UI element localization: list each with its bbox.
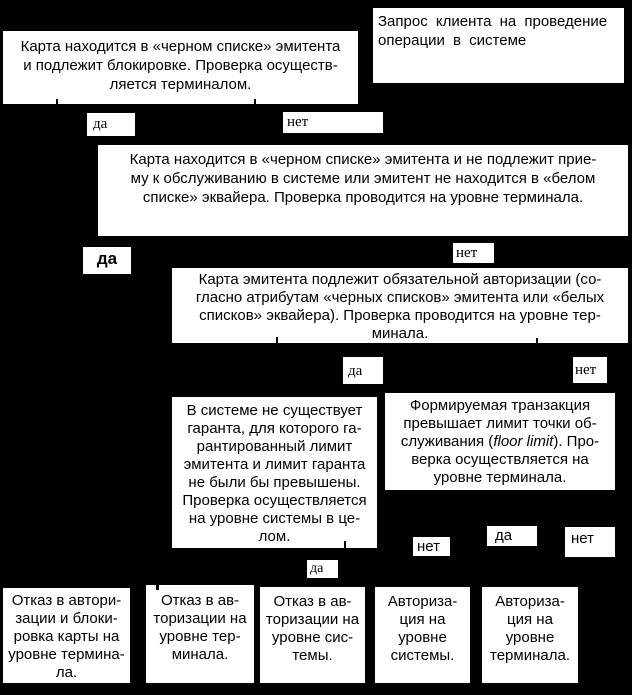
box-guarantor-limit: В системе не существует гаранта, для которого га- рантированный лимит эмитента и лимит гаранта не были бы превышены. Проверка осуществляется на уровне системы в це- лом. xyxy=(172,397,377,548)
box-card-blacklist-service: Карта находится в «черном списке» эмитента и не подлежит прие- му к обслуживанию в системе или эмитент не находится в «белом списке» эквайера. Проверка проводится на уровне терминала. xyxy=(98,145,628,236)
box-mandatory-authorization: Карта эмитента подлежит обязательной авторизации (со- гласно атрибутам «черных списков» эмитента или «белых списков» эквайера). Проверка проводится на уровне тер- минала. xyxy=(172,268,628,343)
box-floor-limit: Формируемая транзакция превышает лимит точки об- служивания (floor limit). Про- верка осуществляется на уровне терминала. xyxy=(385,393,615,490)
box-outcome-authorize-system: Авториза- ция на уровне системы. xyxy=(375,587,470,683)
label-no-blacklist-service: нет xyxy=(453,243,494,263)
label-no-mandatory-auth: нет xyxy=(573,357,607,383)
label-yes-mandatory-auth: да xyxy=(343,357,383,384)
connector-tick xyxy=(344,541,346,549)
box-card-blacklist-block: Карта находится в «черном списке» эмитента и подлежит блокировке. Проверка осуществ- ляется терминалом. xyxy=(3,31,358,104)
label-no-terminal-block: нет xyxy=(283,112,383,133)
box-outcome-decline-terminal: Отказ в ав- торизации на уровне тер- минала. xyxy=(146,585,254,683)
connector-tick xyxy=(254,99,256,107)
label-yes-guarantor: да xyxy=(307,560,338,578)
box-outcome-authorize-terminal: Авториза- ция на уровне терминала. xyxy=(482,587,578,683)
floor-limit-italic: floor limit xyxy=(493,433,554,450)
connector-tick xyxy=(536,338,538,346)
label-no-guarantor: нет xyxy=(413,537,450,556)
connector-tick xyxy=(56,99,58,107)
box-outcome-decline-system: Отказ в ав- торизации на уровне сис- темы. xyxy=(260,587,365,683)
label-yes-terminal-block: да xyxy=(87,113,135,136)
box-client-request: Запрос клиента на проведение операции в системе xyxy=(373,8,624,83)
label-yes-blacklist-service: да xyxy=(83,247,131,274)
label-no-floor-limit: нет xyxy=(565,527,615,557)
box-outcome-decline-block-terminal: Отказ в автори- зации и блоки- ровка карты на уровне термина- ла. xyxy=(3,588,130,683)
connector-arrowhead xyxy=(156,579,159,590)
connector-tick xyxy=(276,337,278,345)
label-yes-floor-limit: да xyxy=(487,526,537,546)
